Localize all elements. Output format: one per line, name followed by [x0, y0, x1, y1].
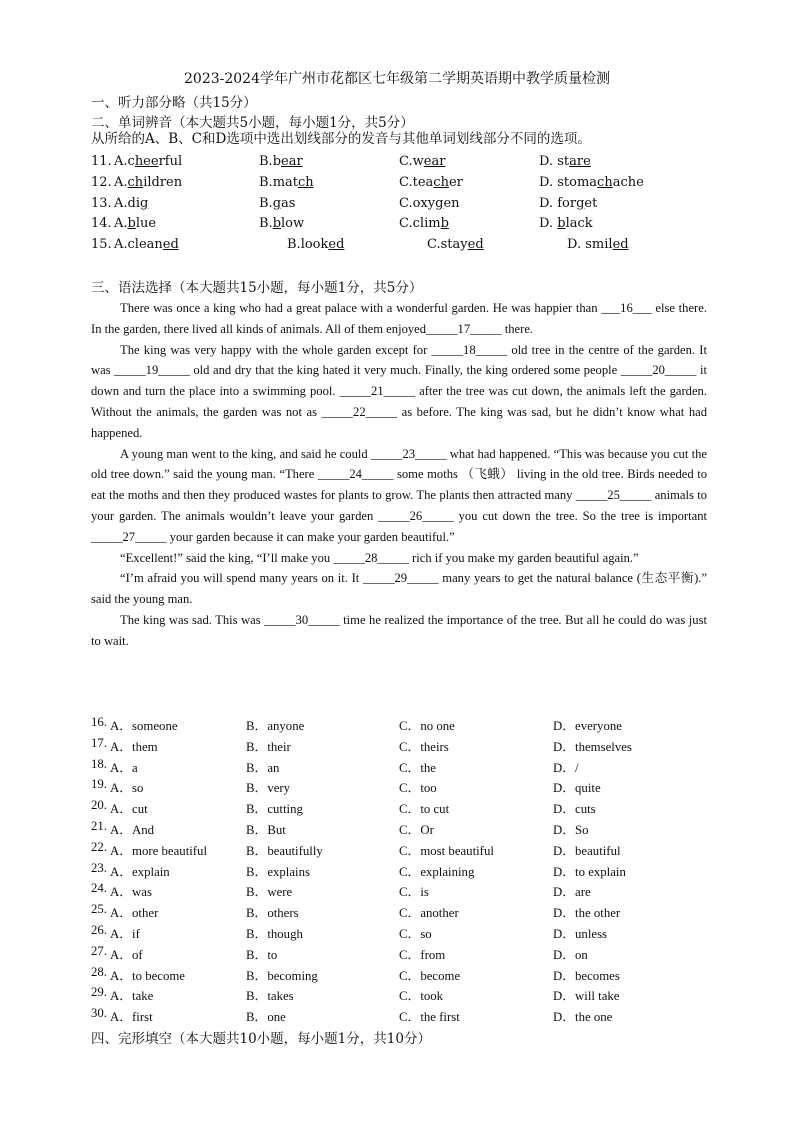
option-row	[91, 879, 711, 900]
underlined-part: g	[140, 196, 149, 211]
passage-paragraph: There was once a king who had a great palace with a wonderful garden. He was happier than ___16___ else there. In the garden, there lived all kinds of animals. All of them enjoyed_____17_____ there.	[91, 301, 707, 336]
question-number: 17.	[91, 735, 107, 750]
pronunciation-question	[91, 196, 711, 214]
option-c[interactable]: C．explaining	[399, 864, 475, 879]
option-d[interactable]: D．everyone	[553, 719, 622, 733]
underlined-part: b	[557, 216, 566, 231]
blank-20: _____20_____	[620, 363, 697, 378]
option-c[interactable]	[399, 175, 463, 190]
option-row	[91, 983, 711, 1004]
question-number: 21.	[91, 818, 107, 833]
option-b[interactable]: B．beautifully	[246, 843, 323, 858]
option-row	[91, 796, 711, 817]
section-grammar-heading: 三、语法选择（本大题共15小题，每小题1分，共5分）	[91, 280, 423, 296]
blank-18: _____18_____	[431, 342, 508, 357]
underlined-part: b	[440, 216, 449, 231]
question-number: 29.	[91, 985, 107, 1000]
question-number: 24.	[91, 881, 107, 896]
option-d[interactable]	[539, 175, 644, 190]
option-a[interactable]: A．take	[110, 989, 154, 1004]
word-part: ache	[612, 175, 644, 190]
pronunciation-question	[91, 216, 711, 234]
word-part: smil	[585, 237, 613, 252]
word-part: C.	[399, 216, 413, 231]
option-row	[91, 713, 711, 734]
option-a[interactable]: A．was	[110, 885, 152, 900]
word-part: en	[443, 196, 460, 211]
blank-23: _____23_____	[370, 446, 447, 461]
word-part: C.	[399, 196, 413, 211]
option-row	[91, 942, 711, 963]
word-part: D.	[539, 154, 558, 169]
word-part: c	[127, 154, 135, 169]
word-part: A.	[114, 175, 128, 190]
option-row	[91, 859, 711, 880]
option-b[interactable]: B．though	[246, 926, 303, 941]
question-number: 14.	[91, 216, 112, 231]
option-d[interactable]	[539, 216, 593, 231]
word-part: clean	[127, 237, 163, 252]
word-part: A.	[114, 216, 128, 231]
option-d[interactable]: D．will take	[553, 989, 620, 1004]
option-d[interactable]: D．to explain	[553, 864, 626, 879]
word-part: C.	[399, 175, 413, 190]
question-number: 27.	[91, 943, 107, 958]
option-a[interactable]: A．someone	[110, 719, 178, 733]
option-c[interactable]: C．theirs	[399, 739, 449, 754]
underlined-part: g	[435, 196, 444, 211]
option-a[interactable]: A．cut	[110, 802, 148, 817]
option-b[interactable]: B．an	[246, 760, 280, 775]
underlined-part: ed	[467, 237, 484, 252]
section-cloze-heading: 四、完形填空（本大题共10小题，每小题1分，共10分）	[91, 1031, 431, 1047]
passage-paragraph: “I’m afraid you will spend many years on it. It _____29_____ many years to get the natural balance (生态平衡).” said the young man.	[91, 571, 707, 607]
option-b[interactable]: B．others	[246, 906, 299, 921]
option-a[interactable]: A．explain	[110, 864, 170, 879]
word-part: D.	[539, 196, 558, 211]
question-number: 11.	[91, 154, 112, 169]
option-a[interactable]: A．a	[110, 760, 138, 775]
word-part: B.	[259, 175, 273, 190]
word-part: oxy	[412, 196, 436, 211]
option-c[interactable]: C．to cut	[399, 802, 450, 817]
word-part: A.	[114, 154, 128, 169]
option-c[interactable]	[399, 154, 445, 169]
option-row	[91, 734, 711, 755]
option-c[interactable]: C．another	[399, 906, 459, 921]
option-c[interactable]: C．become	[399, 968, 461, 983]
section-listening-heading: 一、听力部分略（共15分）	[91, 95, 257, 111]
option-c[interactable]: C．no one	[399, 719, 455, 733]
option-row	[91, 775, 711, 796]
word-part: stay	[440, 237, 468, 252]
grammar-passage	[91, 298, 707, 652]
question-number: 26.	[91, 922, 107, 937]
question-number: 28.	[91, 964, 107, 979]
option-b[interactable]	[259, 154, 303, 169]
word-part: B.	[287, 237, 301, 252]
word-part: ildren	[143, 175, 183, 190]
option-a[interactable]: A．if	[110, 926, 140, 941]
option-c[interactable]	[399, 196, 460, 211]
word-part: for	[557, 196, 577, 211]
question-number: 18.	[91, 756, 107, 771]
option-b[interactable]: B．explains	[246, 864, 310, 879]
word-part: B.	[259, 216, 273, 231]
word-part: D.	[567, 237, 586, 252]
word-part: B.	[259, 196, 273, 211]
word-part: clim	[412, 216, 441, 231]
option-a[interactable]	[114, 175, 182, 190]
word-part: rful	[158, 154, 183, 169]
word-part: C.	[399, 154, 413, 169]
question-number: 23.	[91, 860, 107, 875]
option-d[interactable]: D．quite	[553, 781, 601, 796]
word-part: mat	[272, 175, 298, 190]
option-a[interactable]	[114, 237, 179, 252]
underlined-part: ch	[298, 175, 314, 190]
option-a[interactable]: A．other	[110, 906, 159, 921]
blank-21: _____21_____	[339, 384, 416, 399]
underlined-part: ear	[423, 154, 446, 169]
passage-paragraph: The king was very happy with the whole garden except for _____18_____ old tree in the centre of the garden. It was _____19_____ old and dry that the king hated it very much. Finally, the king ordered some people _____20_____ it down and turn the place into a swimming pool. _____21_____ after the tree was cut down, the animals left the garden. Without the animals, the garden was not as _____22_____ as before. The king was sad, but he didn’t know what had happened.	[91, 342, 708, 440]
question-number: 12.	[91, 175, 112, 190]
option-d[interactable]: D．beautiful	[553, 843, 621, 858]
underlined-part: ed	[328, 237, 345, 252]
word-part: er	[448, 175, 463, 190]
option-d[interactable]: D．themselves	[553, 739, 632, 754]
option-b[interactable]: B．to	[246, 947, 278, 962]
blank-28: _____28_____	[333, 550, 409, 565]
underlined-part: ear	[281, 154, 303, 169]
option-c[interactable]: C．too	[399, 781, 437, 796]
blank-26: _____26_____	[378, 508, 454, 523]
option-d[interactable]: D．/	[553, 760, 579, 775]
option-b[interactable]: B．cutting	[246, 802, 303, 817]
option-a[interactable]	[114, 216, 156, 231]
option-row	[91, 900, 711, 921]
question-number: 25.	[91, 902, 107, 917]
option-a[interactable]: A．so	[110, 781, 144, 796]
option-b[interactable]	[259, 175, 314, 190]
word-part: et	[584, 196, 598, 211]
option-row	[91, 1004, 711, 1025]
blank-25: _____25_____	[575, 488, 652, 503]
option-b[interactable]: B．very	[246, 781, 291, 796]
underlined-part: g	[576, 196, 585, 211]
option-c[interactable]: C．so	[399, 926, 432, 941]
blank-29: _____29_____	[363, 571, 439, 586]
blank-27: _____27_____	[91, 529, 167, 544]
question-number: 30.	[91, 1006, 107, 1021]
option-a[interactable]: A．first	[110, 1010, 153, 1025]
question-number: 20.	[91, 798, 107, 813]
word-part: D.	[539, 216, 558, 231]
option-b[interactable]: B．takes	[246, 989, 294, 1004]
word-part: low	[281, 216, 305, 231]
underlined-part: ch	[597, 175, 613, 190]
underlined-part: b	[127, 216, 136, 231]
option-b[interactable]	[259, 196, 295, 211]
blank-16: ___16___	[601, 301, 652, 315]
page-title: 2023-2024学年广州市花都区七年级第二学期英语期中教学质量检测	[184, 71, 610, 87]
question-number: 19.	[91, 777, 107, 792]
option-a[interactable]: A．to become	[110, 968, 185, 983]
option-row	[91, 755, 711, 776]
option-row	[91, 921, 711, 942]
option-b[interactable]: B．one	[246, 1010, 286, 1025]
word-part: as	[281, 196, 296, 211]
blank-22: _____22_____	[321, 404, 398, 419]
option-a[interactable]: A．And	[110, 822, 155, 837]
word-part: look	[300, 237, 329, 252]
passage-paragraph: “Excellent!” said the king, “I’ll make you _____28_____ rich if you make my garden beautiful again.”	[120, 550, 639, 565]
option-c[interactable]	[399, 216, 449, 231]
underlined-part: hee	[134, 154, 159, 169]
underlined-part: ed	[162, 237, 179, 252]
question-number: 16.	[91, 715, 107, 729]
option-d[interactable]: D．So	[553, 822, 589, 837]
word-part: w	[412, 154, 424, 169]
option-a[interactable]: A．more beautiful	[110, 843, 208, 858]
option-b[interactable]	[259, 216, 304, 231]
option-c[interactable]: C．the	[399, 760, 436, 775]
underlined-part: ch	[127, 175, 144, 190]
option-b[interactable]: B．their	[246, 739, 291, 754]
option-c[interactable]: C．is	[399, 885, 429, 900]
option-c[interactable]: C．the first	[399, 1010, 460, 1025]
option-d[interactable]	[567, 237, 629, 252]
option-d[interactable]: D．the one	[553, 1010, 613, 1025]
word-part: lack	[565, 216, 593, 231]
underlined-part: ch	[433, 175, 449, 190]
option-a[interactable]	[114, 196, 148, 211]
option-c[interactable]	[427, 237, 484, 252]
word-part: A.	[114, 196, 128, 211]
option-b[interactable]: B．were	[246, 885, 293, 900]
option-c[interactable]: C．most beautiful	[399, 843, 494, 858]
option-c[interactable]: C．from	[399, 947, 446, 962]
word-part: tea	[412, 175, 434, 190]
word-part: C.	[427, 237, 441, 252]
question-number: 13.	[91, 196, 112, 211]
option-c[interactable]: C．took	[399, 989, 444, 1004]
word-part: lue	[135, 216, 157, 231]
passage-paragraph: The king was sad. This was _____30_____ time he realized the importance of the tree. But all he could do was just to wait.	[91, 612, 707, 648]
grammar-options	[91, 713, 711, 1025]
pronunciation-question	[91, 154, 711, 172]
underlined-part: are	[569, 154, 591, 169]
option-d[interactable]: D．on	[553, 947, 588, 962]
underlined-part: g	[272, 196, 282, 211]
blank-19: _____19_____	[114, 363, 190, 378]
option-a[interactable]: A．of	[110, 947, 143, 962]
pronunciation-question	[91, 175, 711, 193]
option-b[interactable]: B．becoming	[246, 968, 318, 983]
option-a[interactable]	[114, 154, 182, 169]
word-part: D.	[539, 175, 558, 190]
word-part: A.	[114, 237, 128, 252]
underlined-part: b	[272, 216, 282, 231]
word-part: stoma	[557, 175, 598, 190]
option-b[interactable]: B．But	[246, 822, 286, 837]
option-b[interactable]: B．anyone	[246, 719, 305, 733]
question-number: 22.	[91, 839, 107, 854]
pronunciation-question	[91, 237, 711, 255]
blank-24: _____24_____	[317, 467, 394, 482]
blank-17: _____17_____	[426, 321, 502, 336]
underlined-part: ed	[612, 237, 629, 252]
question-number: 15.	[91, 237, 112, 252]
section-pronunciation-heading: 二、单词辨音（本大题共5小题，每小题1分，共5分）	[91, 115, 414, 131]
option-c[interactable]: C．Or	[399, 822, 434, 837]
option-d[interactable]: D．becomes	[553, 968, 620, 983]
option-row	[91, 838, 711, 859]
option-d[interactable]: D．unless	[553, 926, 608, 941]
option-d[interactable]	[539, 196, 597, 211]
word-part: di	[127, 196, 141, 211]
passage-paragraph: A young man went to the king, and said he could _____23_____ what had happened. “This was because you cut the old tree down.” said the young man. “There _____24_____ some moths （飞蛾） living in the old tree. Birds needed to eat the moths and then they produced wastes for plants to grow. The plants then attracted many _____25_____ animals to your garden. The animals wouldn’t leave your garden _____26_____ you cut down the tree. So the tree is important _____27_____ your garden because it can make your garden beautiful.”	[91, 446, 708, 544]
option-row	[91, 817, 711, 838]
option-d[interactable]: D．the other	[553, 906, 621, 921]
option-d[interactable]	[539, 154, 591, 169]
option-row	[91, 963, 711, 984]
option-d[interactable]: D．are	[553, 885, 591, 900]
word-part: B.	[259, 154, 273, 169]
blank-30: _____30_____	[264, 612, 340, 627]
option-a[interactable]: A．them	[110, 739, 158, 754]
option-b[interactable]	[287, 237, 344, 252]
pronunciation-instruction: 从所给的A、B、C和D选项中选出划线部分的发音与其他单词划线部分不同的选项。	[91, 131, 591, 147]
word-part: st	[557, 154, 570, 169]
option-d[interactable]: D．cuts	[553, 802, 596, 817]
word-part: b	[272, 154, 282, 169]
